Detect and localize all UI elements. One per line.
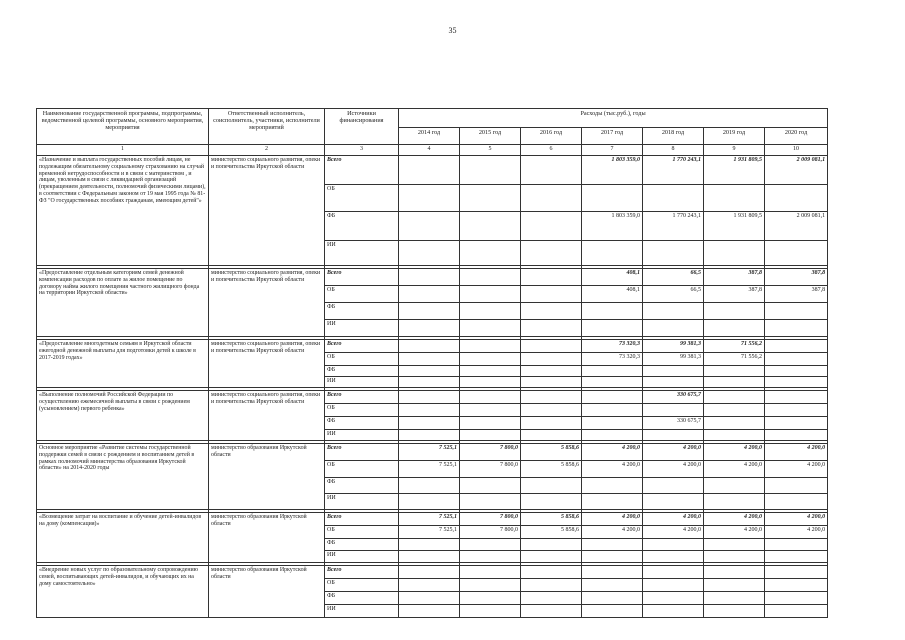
amount-cell xyxy=(582,303,643,320)
amount-cell xyxy=(460,377,521,388)
amount-cell: 4 200,0 xyxy=(643,526,704,539)
amount-cell xyxy=(704,605,765,618)
amount-cell xyxy=(460,579,521,592)
amount-cell xyxy=(582,579,643,592)
amount-cell xyxy=(643,494,704,510)
header-year: 2016 год xyxy=(521,128,582,145)
header-executor: Ответственный исполнитель, соисполнитель, участники, исполнители мероприятий xyxy=(209,109,325,145)
amount-cell: 387,8 xyxy=(765,286,828,303)
amount-cell xyxy=(643,320,704,337)
executor-name: министерство образования Иркутской области xyxy=(209,513,325,563)
amount-cell xyxy=(643,366,704,377)
amount-cell xyxy=(399,241,460,266)
amount-cell: 4 200,0 xyxy=(643,461,704,478)
amount-cell xyxy=(399,478,460,494)
amount-cell xyxy=(460,156,521,185)
table-row xyxy=(37,340,828,353)
amount-cell: 2 009 081,1 xyxy=(765,156,828,185)
amount-cell xyxy=(521,391,582,404)
amount-cell: 1 931 809,5 xyxy=(704,156,765,185)
column-number: 1 xyxy=(37,145,209,156)
amount-cell xyxy=(399,566,460,579)
amount-cell xyxy=(521,579,582,592)
amount-cell xyxy=(765,185,828,212)
amount-cell xyxy=(582,566,643,579)
amount-cell xyxy=(704,366,765,377)
header-year: 2018 год xyxy=(643,128,704,145)
amount-cell xyxy=(399,320,460,337)
amount-cell xyxy=(582,605,643,618)
amount-cell xyxy=(704,592,765,605)
source-label: ОБ xyxy=(325,353,399,366)
source-label: ОБ xyxy=(325,185,399,212)
amount-cell xyxy=(399,579,460,592)
amount-cell: 66,5 xyxy=(643,269,704,286)
header-year: 2020 год xyxy=(765,128,828,145)
amount-cell xyxy=(582,551,643,563)
column-number: 9 xyxy=(704,145,765,156)
amount-cell: 4 200,0 xyxy=(704,461,765,478)
amount-cell xyxy=(399,340,460,353)
amount-cell xyxy=(643,185,704,212)
amount-cell xyxy=(399,539,460,551)
amount-cell: 408,1 xyxy=(582,269,643,286)
amount-cell xyxy=(765,377,828,388)
amount-cell: 1 770 243,1 xyxy=(643,212,704,241)
amount-cell xyxy=(582,320,643,337)
amount-cell xyxy=(399,592,460,605)
amount-cell xyxy=(643,241,704,266)
amount-cell: 1 803 359,0 xyxy=(582,156,643,185)
amount-cell xyxy=(765,366,828,377)
executor-name: министерство социального развития, опеки и попечительства Иркутской области xyxy=(209,340,325,388)
source-label: ОБ xyxy=(325,526,399,539)
amount-cell xyxy=(765,430,828,441)
header-program: Наименование государственной программы, подпрограммы, ведомственной целевой программы, основного мероприятия, мероприятия xyxy=(37,109,209,145)
amount-cell xyxy=(399,391,460,404)
table-row xyxy=(37,269,828,286)
source-label: ИИ xyxy=(325,320,399,337)
amount-cell xyxy=(521,303,582,320)
amount-cell xyxy=(399,417,460,430)
amount-cell xyxy=(460,494,521,510)
source-label: ФБ xyxy=(325,417,399,430)
amount-cell xyxy=(582,391,643,404)
amount-cell xyxy=(704,185,765,212)
amount-cell xyxy=(521,269,582,286)
amount-cell xyxy=(460,303,521,320)
amount-cell: 5 858,6 xyxy=(521,526,582,539)
source-label: ОБ xyxy=(325,286,399,303)
amount-cell xyxy=(704,404,765,417)
amount-cell: 7 800,0 xyxy=(460,526,521,539)
amount-cell xyxy=(582,377,643,388)
amount-cell: 4 200,0 xyxy=(582,444,643,461)
amount-cell xyxy=(765,494,828,510)
amount-cell: 4 200,0 xyxy=(765,461,828,478)
source-label: ИИ xyxy=(325,551,399,563)
table-row xyxy=(37,513,828,526)
amount-cell xyxy=(765,303,828,320)
amount-cell: 71 556,2 xyxy=(704,353,765,366)
amount-cell xyxy=(643,539,704,551)
source-label: Всего xyxy=(325,156,399,185)
amount-cell xyxy=(704,478,765,494)
amount-cell xyxy=(704,320,765,337)
amount-cell xyxy=(643,303,704,320)
amount-cell xyxy=(765,404,828,417)
amount-cell xyxy=(521,551,582,563)
source-label: ИИ xyxy=(325,241,399,266)
amount-cell xyxy=(765,353,828,366)
amount-cell xyxy=(765,592,828,605)
amount-cell xyxy=(521,566,582,579)
amount-cell xyxy=(521,320,582,337)
amount-cell xyxy=(460,241,521,266)
amount-cell: 7 800,0 xyxy=(460,461,521,478)
amount-cell xyxy=(521,212,582,241)
amount-cell xyxy=(643,404,704,417)
column-number: 4 xyxy=(399,145,460,156)
header-year: 2017 год xyxy=(582,128,643,145)
amount-cell: 4 200,0 xyxy=(765,444,828,461)
column-number: 7 xyxy=(582,145,643,156)
source-label: ОБ xyxy=(325,461,399,478)
column-number: 2 xyxy=(209,145,325,156)
amount-cell xyxy=(521,241,582,266)
amount-cell xyxy=(399,353,460,366)
amount-cell: 4 200,0 xyxy=(765,513,828,526)
amount-cell xyxy=(399,551,460,563)
amount-cell: 2 009 081,1 xyxy=(765,212,828,241)
amount-cell xyxy=(704,377,765,388)
amount-cell xyxy=(460,269,521,286)
program-name: «Предоставление отдельным категориям семей денежной компенсации расходов по оплате за жилое помещение по договору найма жилого помещения частного жилищного фонда на территории Иркутской области» xyxy=(37,269,209,337)
amount-cell: 4 200,0 xyxy=(582,461,643,478)
amount-cell xyxy=(582,539,643,551)
amount-cell: 1 931 809,5 xyxy=(704,212,765,241)
amount-cell xyxy=(765,579,828,592)
source-label: ФБ xyxy=(325,478,399,494)
amount-cell: 99 381,3 xyxy=(643,353,704,366)
amount-cell xyxy=(704,494,765,510)
amount-cell xyxy=(643,551,704,563)
amount-cell xyxy=(643,430,704,441)
amount-cell xyxy=(399,303,460,320)
column-number: 6 xyxy=(521,145,582,156)
amount-cell xyxy=(582,592,643,605)
source-label: Всего xyxy=(325,340,399,353)
amount-cell xyxy=(521,478,582,494)
amount-cell xyxy=(643,592,704,605)
amount-cell: 4 200,0 xyxy=(582,526,643,539)
amount-cell: 4 200,0 xyxy=(643,444,704,461)
amount-cell: 5 858,6 xyxy=(521,444,582,461)
amount-cell xyxy=(765,340,828,353)
source-label: ИИ xyxy=(325,605,399,618)
header-year: 2015 год xyxy=(460,128,521,145)
amount-cell: 387,8 xyxy=(704,269,765,286)
amount-cell: 4 200,0 xyxy=(704,444,765,461)
amount-cell xyxy=(399,404,460,417)
amount-cell: 4 200,0 xyxy=(582,513,643,526)
amount-cell: 66,5 xyxy=(643,286,704,303)
amount-cell xyxy=(460,478,521,494)
amount-cell: 4 200,0 xyxy=(704,513,765,526)
amount-cell: 71 556,2 xyxy=(704,340,765,353)
column-number: 5 xyxy=(460,145,521,156)
amount-cell xyxy=(582,430,643,441)
amount-cell xyxy=(521,404,582,417)
amount-cell: 5 858,6 xyxy=(521,513,582,526)
amount-cell: 4 200,0 xyxy=(643,513,704,526)
amount-cell xyxy=(521,417,582,430)
amount-cell: 330 675,7 xyxy=(643,417,704,430)
amount-cell: 5 858,6 xyxy=(521,461,582,478)
amount-cell xyxy=(460,404,521,417)
amount-cell: 73 320,3 xyxy=(582,340,643,353)
amount-cell xyxy=(399,269,460,286)
expenses-table xyxy=(36,108,828,618)
amount-cell xyxy=(582,185,643,212)
source-label: ФБ xyxy=(325,366,399,377)
source-label: Всего xyxy=(325,513,399,526)
amount-cell xyxy=(399,156,460,185)
source-label: ФБ xyxy=(325,539,399,551)
amount-cell xyxy=(765,478,828,494)
amount-cell xyxy=(765,391,828,404)
amount-cell xyxy=(521,539,582,551)
executor-name: министерство социального развития, опеки и попечительства Иркутской области xyxy=(209,156,325,266)
header-source: Источники финансирования xyxy=(325,109,399,145)
amount-cell xyxy=(643,579,704,592)
amount-cell xyxy=(399,185,460,212)
amount-cell: 1 770 243,1 xyxy=(643,156,704,185)
executor-name: министерство образования Иркутской области xyxy=(209,566,325,618)
amount-cell: 330 675,7 xyxy=(643,391,704,404)
amount-cell xyxy=(704,417,765,430)
amount-cell: 7 800,0 xyxy=(460,444,521,461)
amount-cell: 7 525,1 xyxy=(399,513,460,526)
executor-name: министерство образования Иркутской области xyxy=(209,444,325,510)
amount-cell xyxy=(704,391,765,404)
amount-cell xyxy=(765,551,828,563)
amount-cell xyxy=(704,566,765,579)
amount-cell xyxy=(643,377,704,388)
amount-cell xyxy=(521,353,582,366)
program-name: «Возмещение затрат на воспитание и обучение детей-инвалидов на дому (компенсация)» xyxy=(37,513,209,563)
amount-cell xyxy=(460,320,521,337)
program-name: Основное мероприятие «Развитие системы государственной поддержки семей в связи с рождением и воспитанием детей в рамках полномочий министерства образования Иркутской области» на 2014-2020 годы xyxy=(37,444,209,510)
amount-cell xyxy=(399,286,460,303)
table-row xyxy=(37,566,828,579)
source-label: Всего xyxy=(325,391,399,404)
amount-cell xyxy=(460,212,521,241)
amount-cell xyxy=(582,478,643,494)
amount-cell xyxy=(765,539,828,551)
amount-cell xyxy=(521,592,582,605)
amount-cell: 387,8 xyxy=(765,269,828,286)
amount-cell: 7 525,1 xyxy=(399,526,460,539)
source-label: ФБ xyxy=(325,303,399,320)
amount-cell xyxy=(399,430,460,441)
amount-cell xyxy=(521,366,582,377)
column-number: 10 xyxy=(765,145,828,156)
amount-cell: 4 200,0 xyxy=(704,526,765,539)
amount-cell: 7 525,1 xyxy=(399,444,460,461)
amount-cell xyxy=(399,494,460,510)
amount-cell xyxy=(460,286,521,303)
amount-cell xyxy=(704,430,765,441)
amount-cell xyxy=(582,494,643,510)
amount-cell xyxy=(521,185,582,212)
amount-cell xyxy=(521,286,582,303)
amount-cell xyxy=(460,551,521,563)
header-year: 2014 год xyxy=(399,128,460,145)
source-label: ФБ xyxy=(325,592,399,605)
amount-cell xyxy=(399,366,460,377)
amount-cell xyxy=(521,494,582,510)
amount-cell xyxy=(521,430,582,441)
program-name: «Предоставление многодетным семьям в Иркутской области ежегодной денежной выплаты для подготовки детей к школе в 2017-2019 годах» xyxy=(37,340,209,388)
amount-cell xyxy=(643,566,704,579)
amount-cell: 73 320,3 xyxy=(582,353,643,366)
amount-cell xyxy=(582,417,643,430)
amount-cell xyxy=(460,366,521,377)
amount-cell xyxy=(460,539,521,551)
amount-cell xyxy=(399,377,460,388)
amount-cell xyxy=(460,566,521,579)
amount-cell xyxy=(704,579,765,592)
program-name: «Внедрение новых услуг по образовательному сопровождению семей, воспитывающих детей-инвалидов, и обучающих их на дому самостоятельно» xyxy=(37,566,209,618)
amount-cell xyxy=(765,566,828,579)
source-label: ОБ xyxy=(325,579,399,592)
amount-cell xyxy=(521,605,582,618)
table-row xyxy=(37,444,828,461)
amount-cell xyxy=(582,366,643,377)
amount-cell xyxy=(582,241,643,266)
amount-cell: 1 803 359,0 xyxy=(582,212,643,241)
amount-cell: 99 381,3 xyxy=(643,340,704,353)
amount-cell xyxy=(704,241,765,266)
source-label: ОБ xyxy=(325,404,399,417)
amount-cell xyxy=(521,156,582,185)
amount-cell: 7 800,0 xyxy=(460,513,521,526)
amount-cell xyxy=(765,320,828,337)
amount-cell xyxy=(460,592,521,605)
amount-cell xyxy=(460,185,521,212)
source-label: ИИ xyxy=(325,494,399,510)
amount-cell xyxy=(582,404,643,417)
amount-cell xyxy=(399,212,460,241)
executor-name: министерство социального развития, опеки и попечительства Иркутской области xyxy=(209,391,325,441)
header-year: 2019 год xyxy=(704,128,765,145)
table-row xyxy=(37,156,828,185)
amount-cell: 7 525,1 xyxy=(399,461,460,478)
program-name: «Назначение и выплата государственных пособий лицам, не подлежащим обязательному социальному страхованию на случай временной нетрудоспособности и в связи с материнством , и лицам, уволенным в связи с ликвидацией организаций (прекращением деятельности, полномочий физическими лицами), в соответствии с Федеральным законом от 19 мая 1995 года № 81-ФЗ "О государственных пособиях гражданам, имеющим детей"» xyxy=(37,156,209,266)
amount-cell xyxy=(460,353,521,366)
source-label: Всего xyxy=(325,269,399,286)
amount-cell xyxy=(704,539,765,551)
amount-cell xyxy=(704,303,765,320)
amount-cell: 408,1 xyxy=(582,286,643,303)
header-expenses: Расходы (тыс.руб.), годы xyxy=(399,109,828,128)
amount-cell xyxy=(460,605,521,618)
column-number: 3 xyxy=(325,145,399,156)
amount-cell: 387,8 xyxy=(704,286,765,303)
table-row xyxy=(37,391,828,404)
amount-cell xyxy=(765,241,828,266)
column-number: 8 xyxy=(643,145,704,156)
source-label: Всего xyxy=(325,566,399,579)
source-label: ФБ xyxy=(325,212,399,241)
program-name: «Выполнение полномочий Российской Федерации по осуществлению ежемесячной выплаты в связи с рождением (усыновлением) первого ребенка» xyxy=(37,391,209,441)
amount-cell xyxy=(765,417,828,430)
executor-name: министерство социального развития, опеки и попечительства Иркутской области xyxy=(209,269,325,337)
table-body xyxy=(37,156,828,618)
source-label: Всего xyxy=(325,444,399,461)
amount-cell xyxy=(460,430,521,441)
amount-cell xyxy=(399,605,460,618)
page-number: 35 xyxy=(448,26,457,35)
source-label: ИИ xyxy=(325,377,399,388)
amount-cell xyxy=(460,340,521,353)
source-label: ИИ xyxy=(325,430,399,441)
amount-cell xyxy=(521,340,582,353)
amount-cell xyxy=(704,551,765,563)
amount-cell xyxy=(460,391,521,404)
amount-cell xyxy=(643,478,704,494)
amount-cell xyxy=(460,417,521,430)
amount-cell: 4 200,0 xyxy=(765,526,828,539)
amount-cell xyxy=(643,605,704,618)
amount-cell xyxy=(765,605,828,618)
amount-cell xyxy=(521,377,582,388)
